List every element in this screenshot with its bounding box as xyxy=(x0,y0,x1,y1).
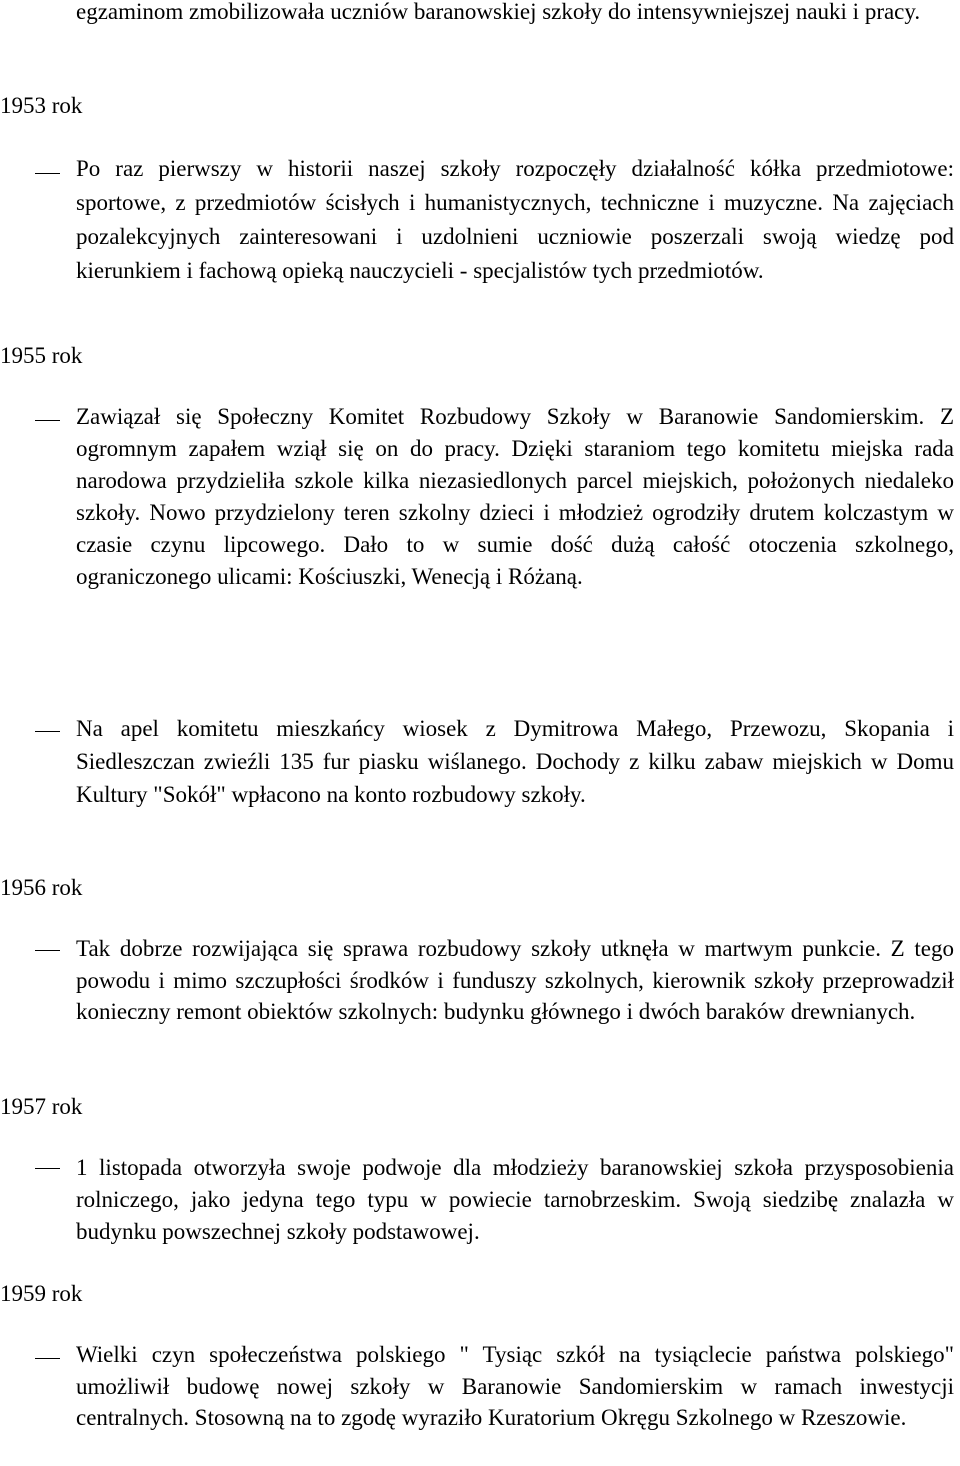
paragraph-1955-b: Na apel komitetu mieszkańcy wiosek z Dymitrowa Małego, Przewozu, Skopania i Siedleszczan zwieźli 135 fur piasku wiślanego. Dochody z kilku zabaw miejskich w Domu Kultury "Sokół" wpłacono na konto rozbudowy szkoły. xyxy=(76,716,954,807)
paragraph-1955-a: Zawiązał się Społeczny Komitet Rozbudowy Szkoły w Baranowie Sandomierskim. Z ogromnym zapałem wziął się on do pracy. Dzięki staraniom tego komitetu miejska rada narodowa przydzieliła szkole kilka niezasiedlonych parcel miejskich, położonych niedaleko szkoły. Nowo przydzielony teren szkolny dzieci i młodzież ogrodziły drutem kolczastym w czasie czynu lipcowego. Dało to w sumie dość dużą całość otoczenia szkolnego, ograniczonego ulicami: Kościuszki, Wenecją i Różaną. xyxy=(76,404,954,589)
dash-marker xyxy=(35,420,60,421)
year-heading-1959: 1959 rok xyxy=(0,1281,83,1306)
dash-marker xyxy=(35,731,60,732)
paragraph-1959: Wielki czyn społeczeństwa polskiego " Tysiąc szkół na tysiąclecie państwa polskiego" umożliwił budowę nowej szkoły w Baranowie Sandomierskim w ramach inwestycji centralnych. Stosowną na to zgodę wyraziło Kuratorium Okręgu Szkolnego w Rzeszowie. xyxy=(76,1342,954,1430)
year-heading-1953: 1953 rok xyxy=(0,93,83,118)
dash-marker xyxy=(35,950,60,951)
dash-marker xyxy=(35,173,60,174)
paragraph-1953: Po raz pierwszy w historii naszej szkoły rozpoczęły działalność kółka przedmiotowe: sportowe, z przedmiotów ścisłych i humanistycznych, techniczne i muzyczne. Na zajęciach pozalekcyjnych zainteresowani i uzdolnieni uczniowie poszerzali swoją wiedzę pod kierunkiem i fachową opieką nauczycieli - specjalistów tych przedmiotów. xyxy=(76,156,954,283)
year-heading-1956: 1956 rok xyxy=(0,875,83,900)
paragraph-intro: egzaminom zmobilizowała uczniów baranowskiej szkoły do intensywniejszej nauki i pracy. xyxy=(76,0,921,24)
paragraph-1957: 1 listopada otworzyła swoje podwoje dla młodzieży baranowskiej szkoła przysposobienia rolniczego, jako jedyna tego typu w powiecie tarnobrzeskim. Swoją siedzibę znalazła w budynku powszechnej szkoły podstawowej. xyxy=(76,1155,954,1244)
year-heading-1955: 1955 rok xyxy=(0,343,83,368)
paragraph-1956: Tak dobrze rozwijająca się sprawa rozbudowy szkoły utknęła w martwym punkcie. Z tego powodu i mimo szczupłości środków i funduszy szkolnych, kierownik szkoły przeprowadził konieczny remont obiektów szkolnych: budynku głównego i dwóch baraków drewnianych. xyxy=(76,936,954,1024)
dash-marker xyxy=(35,1358,60,1359)
dash-marker xyxy=(35,1168,60,1169)
year-heading-1957: 1957 rok xyxy=(0,1094,83,1119)
